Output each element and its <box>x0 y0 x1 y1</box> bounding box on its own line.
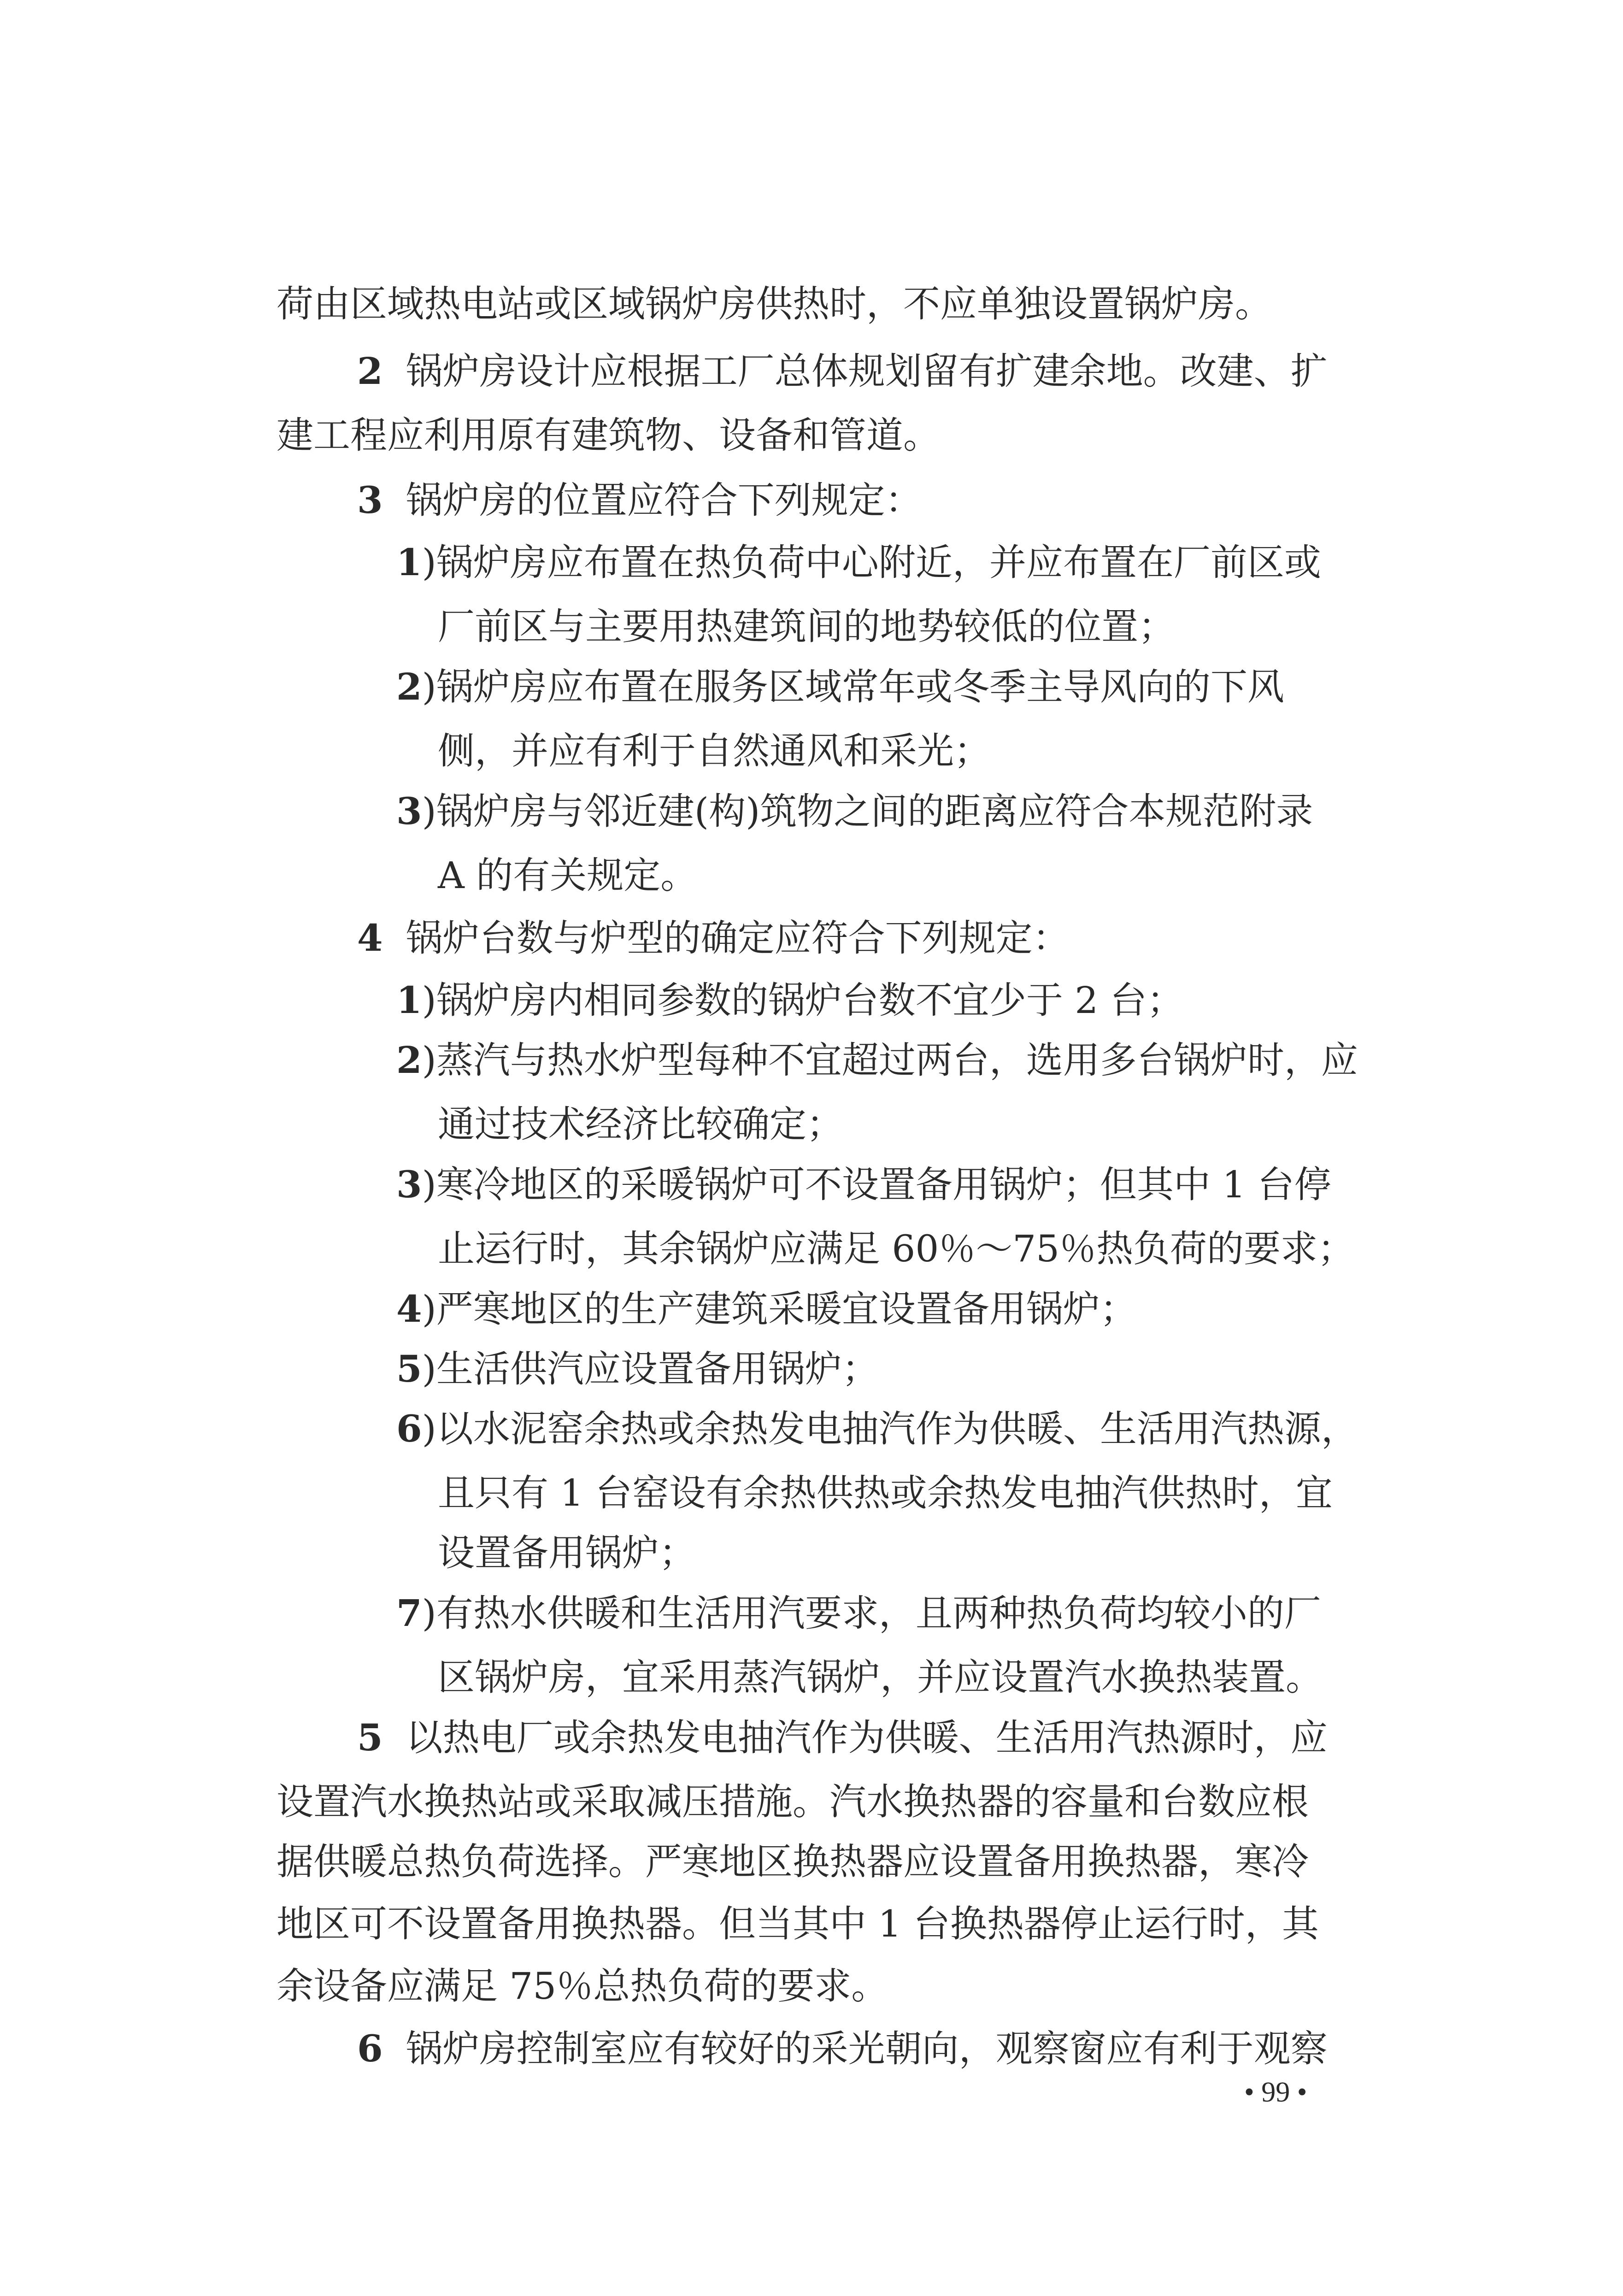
line-text: )以水泥窑余热或余热发电抽汽作为供暖、生活用汽热源， <box>422 1407 1358 1450</box>
text-line <box>276 1963 888 2009</box>
line-text: )寒冷地区的采暖锅炉可不设置备用锅炉；但其中 1 台停 <box>422 1163 1331 1206</box>
line-text: )有热水供暖和生活用汽要求，且两种热负荷均较小的厂 <box>422 1592 1321 1635</box>
item-line <box>396 1346 879 1392</box>
line-text: 侧，并应有利于自然通风和采光； <box>438 730 991 772</box>
text-line <box>438 853 697 899</box>
text-line <box>276 1779 1309 1825</box>
line-text: 锅炉房控制室应有较好的采光朝向，观察窗应有利于观察 <box>406 2027 1328 2070</box>
line-text: 锅炉台数与炉型的确定应符合下列规定： <box>406 917 1070 960</box>
item-line <box>396 664 1284 710</box>
item-number: 3 <box>396 1163 422 1206</box>
item-line <box>396 1161 1331 1208</box>
clause-number: 5 <box>357 1716 383 1759</box>
line-text: 荷由区域热电站或区域锅炉房供热时，不应单独设置锅炉房。 <box>276 283 1272 325</box>
text-line <box>438 1530 696 1576</box>
line-text: 据供暖总热负荷选择。严寒地区换热器应设置备用换热器，寒冷 <box>276 1840 1309 1883</box>
item-number: 2 <box>396 1038 422 1082</box>
line-text: 锅炉房设计应根据工厂总体规划留有扩建余地。改建、扩 <box>406 350 1328 393</box>
line-text: 止运行时，其余锅炉应满足 60％～75％热负荷的要求； <box>438 1227 1355 1270</box>
line-text: )锅炉房与邻近建(构)筑物之间的距离应符合本规范附录 <box>422 790 1313 833</box>
clause-line <box>357 2025 1328 2072</box>
item-line <box>396 977 1184 1024</box>
clause-line <box>357 477 922 524</box>
line-text: 地区可不设置备用换热器。但当其中 1 台换热器停止运行时，其 <box>276 1902 1319 1945</box>
line-text: 通过技术经济比较确定； <box>438 1103 843 1146</box>
line-text: 区锅炉房，宜采用蒸汽锅炉，并应设置汽水换热装置。 <box>438 1656 1323 1699</box>
line-text: A 的有关规定。 <box>438 854 698 897</box>
clause-number: 3 <box>357 478 383 522</box>
text-line <box>438 1226 1354 1272</box>
text-line <box>276 1901 1319 1947</box>
line-text: 且只有 1 台窑设有余热供热或余热发电抽汽供热时，宜 <box>438 1472 1333 1514</box>
text-line <box>276 1839 1309 1885</box>
line-text: )生活供汽应设置备用锅炉； <box>422 1348 879 1390</box>
clause-line <box>357 348 1328 394</box>
item-number: 5 <box>396 1347 422 1390</box>
text-line <box>438 728 991 774</box>
line-text: 厂前区与主要用热建筑间的地势较低的位置； <box>438 605 1175 648</box>
item-number: 2 <box>396 665 422 708</box>
line-text: )蒸汽与热水炉型每种不宜超过两台，选用多台锅炉时，应 <box>422 1039 1358 1082</box>
clause-line <box>357 1714 1328 1761</box>
line-text: )严寒地区的生产建筑采暖宜设置备用锅炉； <box>422 1288 1137 1331</box>
item-number: 4 <box>396 1287 422 1331</box>
item-line <box>396 1286 1137 1332</box>
text-line <box>438 1101 843 1148</box>
text-line <box>276 412 940 459</box>
line-text: )锅炉房应布置在服务区域常年或冬季主导风向的下风 <box>422 665 1284 708</box>
text-line <box>276 281 1272 327</box>
item-number: 1 <box>396 541 422 584</box>
line-text: 设置汽水换热站或采取减压措施。汽水换热器的容量和台数应根 <box>276 1780 1309 1823</box>
line-text: 设置备用锅炉； <box>438 1531 696 1574</box>
item-line <box>396 539 1321 586</box>
item-number: 6 <box>396 1407 422 1450</box>
line-text: 以热电厂或余热发电抽汽作为供暖、生活用汽热源时，应 <box>406 1716 1328 1759</box>
clause-number: 4 <box>357 916 383 960</box>
line-text: )锅炉房应布置在热负荷中心附近，并应布置在厂前区或 <box>422 541 1321 584</box>
page-number: • 99 • <box>1244 2077 1307 2108</box>
clause-number: 6 <box>357 2027 383 2070</box>
item-number: 1 <box>396 978 422 1022</box>
line-text: 锅炉房的位置应符合下列规定： <box>406 479 922 522</box>
text-line <box>438 1654 1323 1701</box>
item-line <box>396 1037 1358 1083</box>
item-line <box>396 1590 1321 1637</box>
clause-number: 2 <box>357 349 383 393</box>
item-line <box>396 788 1313 835</box>
line-text: )锅炉房内相同参数的锅炉台数不宜少于 2 台； <box>422 979 1184 1022</box>
item-number: 7 <box>396 1591 422 1635</box>
text-line <box>438 1470 1333 1516</box>
item-number: 3 <box>396 789 422 833</box>
line-text: 建工程应利用原有建筑物、设备和管道。 <box>276 414 940 457</box>
line-text: 余设备应满足 75％总热负荷的要求。 <box>276 1965 888 2008</box>
text-line <box>438 604 1175 650</box>
item-line <box>396 1406 1358 1452</box>
clause-line <box>357 915 1070 961</box>
